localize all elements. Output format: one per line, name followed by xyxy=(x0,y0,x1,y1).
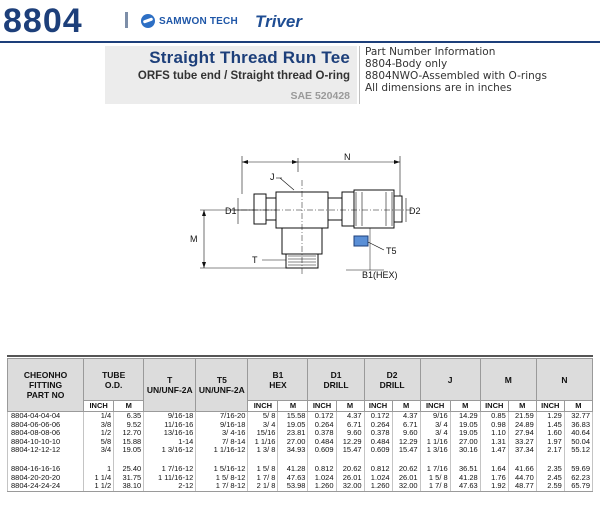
sub-header-mm: M xyxy=(508,401,536,412)
table-cell: 1 xyxy=(84,465,114,474)
table-cell: 2.35 xyxy=(536,465,564,474)
table-cell: 3/4 xyxy=(84,446,114,455)
table-cell: 0.484 xyxy=(364,438,392,447)
page-header xyxy=(0,0,600,40)
table-cell: 15.47 xyxy=(336,446,364,455)
table-cell: 9/16-18 xyxy=(196,421,248,430)
table-spacer-cell xyxy=(8,455,84,465)
table-cell: 1 5/ 8-12 xyxy=(196,474,248,483)
table-cell: 2.17 xyxy=(536,446,564,455)
table-cell: 27.94 xyxy=(508,429,536,438)
table-cell: 3/8 xyxy=(84,421,114,430)
table-cell: 2.59 xyxy=(536,482,564,491)
table-cell: 6.35 xyxy=(114,412,144,421)
part-number-cell: 8804-08-08-06 xyxy=(8,429,84,438)
header-line: J xyxy=(447,374,453,385)
table-cell: 4.37 xyxy=(336,412,364,421)
table-cell: 40.64 xyxy=(564,429,592,438)
table-cell: 1.260 xyxy=(308,482,336,491)
table-row xyxy=(8,412,593,421)
table-cell: 1 7/ 8-12 xyxy=(196,482,248,491)
table-cell: 41.66 xyxy=(508,465,536,474)
technical-drawing xyxy=(170,150,430,280)
info-line: Part Number Information xyxy=(365,46,496,58)
table-cell: 15/16 xyxy=(248,429,278,438)
table-spacer-cell xyxy=(144,455,196,465)
table-cell: 1 3/ 8 xyxy=(248,446,278,455)
header-line: DRILL xyxy=(379,379,405,390)
col-header-j xyxy=(420,359,480,401)
table-row xyxy=(8,421,593,430)
table-row xyxy=(8,474,593,483)
header-line: DRILL xyxy=(323,379,349,390)
table-top-rule xyxy=(7,355,593,357)
table-cell: 1 7/ 8 xyxy=(420,482,450,491)
table-cell: 62.23 xyxy=(564,474,592,483)
table-cell: 1.47 xyxy=(480,446,508,455)
table-spacer-row xyxy=(8,455,593,465)
table-cell: 20.62 xyxy=(392,465,420,474)
header-line: FITTING xyxy=(29,380,63,390)
table-cell: 26.01 xyxy=(392,474,420,483)
sub-header-inch: INCH xyxy=(364,401,392,412)
table-cell: 0.609 xyxy=(308,446,336,455)
col-header-n xyxy=(536,359,592,401)
product-logo: Triver xyxy=(255,12,302,31)
table-row xyxy=(8,438,593,447)
header-line: UN/UNF-2A xyxy=(198,385,245,395)
col-header-d1 xyxy=(308,359,364,401)
table-cell: 23.81 xyxy=(278,429,308,438)
header-line: N xyxy=(561,374,568,385)
table-cell: 9.60 xyxy=(392,429,420,438)
table-spacer-cell xyxy=(508,455,536,465)
table-cell: 0.609 xyxy=(364,446,392,455)
table-cell: 15.58 xyxy=(278,412,308,421)
table-cell: 1.260 xyxy=(364,482,392,491)
table-cell: 25.40 xyxy=(114,465,144,474)
table-cell: 33.27 xyxy=(508,438,536,447)
table-cell: 27.00 xyxy=(450,438,480,447)
table-cell: 0.172 xyxy=(308,412,336,421)
table-spacer-cell xyxy=(420,455,450,465)
table-cell: 6.71 xyxy=(392,421,420,430)
table-cell: 1 1/16 xyxy=(248,438,278,447)
table-cell: 3/ 4 xyxy=(420,421,450,430)
table-cell: 1 1/2 xyxy=(84,482,114,491)
label-j: J xyxy=(270,172,275,182)
header-line: HEX xyxy=(269,379,287,390)
table-cell: 32.00 xyxy=(392,482,420,491)
table-cell: 1 3/16-12 xyxy=(144,446,196,455)
table-cell: 1.10 xyxy=(480,429,508,438)
table-cell: 1.024 xyxy=(364,474,392,483)
sub-header-mm: M xyxy=(336,401,364,412)
header-line: TUBE xyxy=(102,369,126,380)
table-cell: 0.484 xyxy=(308,438,336,447)
table-cell: 1.76 xyxy=(480,474,508,483)
table-cell: 31.75 xyxy=(114,474,144,483)
table-spacer-cell xyxy=(480,455,508,465)
table-cell: 1 5/ 8 xyxy=(420,474,450,483)
table-cell: 2.45 xyxy=(536,474,564,483)
table-cell: 1 1/16 xyxy=(420,438,450,447)
table-cell: 26.01 xyxy=(336,474,364,483)
table-cell: 65.79 xyxy=(564,482,592,491)
header-divider xyxy=(125,12,128,28)
label-t5: T5 xyxy=(386,246,397,256)
table-cell: 1 5/ 8 xyxy=(248,465,278,474)
table-spacer-cell xyxy=(196,455,248,465)
table-cell: 5/ 8 xyxy=(248,412,278,421)
table-cell: 1 5/16-12 xyxy=(196,465,248,474)
table-cell: 44.70 xyxy=(508,474,536,483)
table-cell: 20.62 xyxy=(336,465,364,474)
sub-header-inch: INCH xyxy=(308,401,336,412)
label-t: T xyxy=(252,255,258,265)
table-row xyxy=(8,482,593,491)
table-cell: 0.98 xyxy=(480,421,508,430)
part-number-info xyxy=(365,46,597,94)
header-line: CHEONHO xyxy=(23,370,68,380)
label-n: N xyxy=(344,152,351,162)
header-line: T5 xyxy=(216,375,227,385)
table-cell: 13/16-16 xyxy=(144,429,196,438)
table-cell: 0.812 xyxy=(364,465,392,474)
table-cell: 1.45 xyxy=(536,421,564,430)
table-cell: 9/16 xyxy=(420,412,450,421)
table-spacer-cell xyxy=(248,455,278,465)
table-cell: 1.92 xyxy=(480,482,508,491)
table-cell: 1 1/4 xyxy=(84,474,114,483)
product-subtitle: ORFS tube end / Straight thread O-ring xyxy=(137,70,350,82)
table-cell: 32.00 xyxy=(336,482,364,491)
table-cell: 47.63 xyxy=(450,482,480,491)
sub-header-mm: M xyxy=(114,401,144,412)
brand-name: SAMWON TECH xyxy=(159,15,238,27)
table-spacer-cell xyxy=(392,455,420,465)
table-cell: 0.85 xyxy=(480,412,508,421)
sub-header-inch: INCH xyxy=(248,401,278,412)
table-cell: 0.812 xyxy=(308,465,336,474)
table-cell: 36.51 xyxy=(450,465,480,474)
table-cell: 0.378 xyxy=(308,429,336,438)
table-cell: 7/16-20 xyxy=(196,412,248,421)
product-title: Straight Thread Run Tee xyxy=(149,48,350,67)
col-header-t5 xyxy=(196,359,248,412)
table-spacer-cell xyxy=(564,455,592,465)
sub-header-mm: M xyxy=(278,401,308,412)
table-cell: 6.71 xyxy=(336,421,364,430)
table-cell: 12.29 xyxy=(392,438,420,447)
table-cell: 1/2 xyxy=(84,429,114,438)
part-number-cell: 8804-10-10-10 xyxy=(8,438,84,447)
table-cell: 24.89 xyxy=(508,421,536,430)
table-cell: 41.28 xyxy=(278,465,308,474)
brand-mark-icon xyxy=(141,14,155,28)
part-number-cell: 8804-06-06-06 xyxy=(8,421,84,430)
col-header-tube xyxy=(84,359,144,401)
table-cell: 59.69 xyxy=(564,465,592,474)
part-number-cell: 8804-16-16-16 xyxy=(8,465,84,474)
table-cell: 12.70 xyxy=(114,429,144,438)
table-cell: 1.024 xyxy=(308,474,336,483)
header-line: B1 xyxy=(272,369,284,380)
table-cell: 34.93 xyxy=(278,446,308,455)
sub-header-mm: M xyxy=(564,401,592,412)
sub-header-mm: M xyxy=(450,401,480,412)
table-cell: 50.04 xyxy=(564,438,592,447)
table-cell: 55.12 xyxy=(564,446,592,455)
part-number-cell: 8804-12-12-12 xyxy=(8,446,84,455)
table-cell: 14.29 xyxy=(450,412,480,421)
part-number-heading: 8804 xyxy=(3,2,83,40)
table-cell: 21.59 xyxy=(508,412,536,421)
info-line: 8804-Body only xyxy=(365,58,448,70)
header-line: M xyxy=(504,374,512,385)
table-cell: 27.00 xyxy=(278,438,308,447)
col-header-m xyxy=(480,359,536,401)
table-cell: 9.60 xyxy=(336,429,364,438)
table-cell: 1.97 xyxy=(536,438,564,447)
table-spacer-cell xyxy=(536,455,564,465)
sub-header-inch: INCH xyxy=(84,401,114,412)
table-cell: 1.60 xyxy=(536,429,564,438)
table-cell: 7/ 8-14 xyxy=(196,438,248,447)
header-line: O.D. xyxy=(104,379,123,390)
table-cell: 1/4 xyxy=(84,412,114,421)
table-cell: 3/ 4 xyxy=(420,429,450,438)
label-b1: B1(HEX) xyxy=(362,270,398,280)
sub-header-inch: INCH xyxy=(536,401,564,412)
table-cell: 3/ 4 xyxy=(248,421,278,430)
table-cell: 48.77 xyxy=(508,482,536,491)
table-cell: 36.83 xyxy=(564,421,592,430)
table-cell: 1 7/16-12 xyxy=(144,465,196,474)
table-cell: 1 1/16-12 xyxy=(196,446,248,455)
header-line: D2 xyxy=(386,369,398,380)
table-cell: 19.05 xyxy=(278,421,308,430)
brand-logo xyxy=(141,14,238,28)
col-header-b1 xyxy=(248,359,308,401)
table-cell: 47.63 xyxy=(278,474,308,483)
table-cell: 15.88 xyxy=(114,438,144,447)
table-spacer-cell xyxy=(114,455,144,465)
table-cell: 1 3/16 xyxy=(420,446,450,455)
table-cell: 11/16-16 xyxy=(144,421,196,430)
table-row xyxy=(8,429,593,438)
standard-number: SAE 520428 xyxy=(290,90,350,102)
table-cell: 41.28 xyxy=(450,474,480,483)
dimension-table-wrap xyxy=(7,358,593,492)
header-line: UN/UNF-2A xyxy=(146,385,193,395)
table-cell: 4.37 xyxy=(392,412,420,421)
table-cell: 32.77 xyxy=(564,412,592,421)
table-cell: 2 1/ 8 xyxy=(248,482,278,491)
table-cell: 12.29 xyxy=(336,438,364,447)
col-header-part xyxy=(8,359,84,412)
table-cell: 2-12 xyxy=(144,482,196,491)
header-line: T xyxy=(167,375,173,385)
sub-header-inch: INCH xyxy=(420,401,450,412)
table-cell: 3/ 4-16 xyxy=(196,429,248,438)
table-spacer-cell xyxy=(84,455,114,465)
part-number-cell: 8804-20-20-20 xyxy=(8,474,84,483)
table-cell: 37.34 xyxy=(508,446,536,455)
table-cell: 5/8 xyxy=(84,438,114,447)
table-cell: 0.264 xyxy=(364,421,392,430)
col-header-t xyxy=(144,359,196,412)
header-line: PART NO xyxy=(26,390,65,400)
table-cell: 1 7/ 8 xyxy=(248,474,278,483)
table-cell: 1 11/16-12 xyxy=(144,474,196,483)
table-row xyxy=(8,446,593,455)
table-cell: 1.29 xyxy=(536,412,564,421)
table-cell: 19.05 xyxy=(114,446,144,455)
table-cell: 53.98 xyxy=(278,482,308,491)
part-number-cell: 8804-04-04-04 xyxy=(8,412,84,421)
table-cell: 1 7/16 xyxy=(420,465,450,474)
table-cell: 1-14 xyxy=(144,438,196,447)
table-spacer-cell xyxy=(308,455,336,465)
table-cell: 0.264 xyxy=(308,421,336,430)
info-line: 8804NWO-Assembled with O-rings xyxy=(365,70,547,82)
table-spacer-cell xyxy=(364,455,392,465)
table-cell: 1.64 xyxy=(480,465,508,474)
label-m: M xyxy=(190,234,198,244)
label-d1: D1 xyxy=(225,206,237,216)
table-row xyxy=(8,465,593,474)
header-rule xyxy=(0,41,600,43)
title-divider xyxy=(359,46,360,104)
table-body xyxy=(8,412,593,492)
table-cell: 9.52 xyxy=(114,421,144,430)
part-number-cell: 8804-24-24-24 xyxy=(8,482,84,491)
sub-header-mm: M xyxy=(392,401,420,412)
table-cell: 1.31 xyxy=(480,438,508,447)
label-d2: D2 xyxy=(409,206,421,216)
table-cell: 15.47 xyxy=(392,446,420,455)
table-cell: 0.378 xyxy=(364,429,392,438)
sub-header-inch: INCH xyxy=(480,401,508,412)
dimension-table xyxy=(7,358,593,492)
table-spacer-cell xyxy=(336,455,364,465)
table-cell: 38.10 xyxy=(114,482,144,491)
table-cell: 19.05 xyxy=(450,429,480,438)
table-cell: 30.16 xyxy=(450,446,480,455)
table-cell: 0.172 xyxy=(364,412,392,421)
table-spacer-cell xyxy=(450,455,480,465)
info-line: All dimensions are in inches xyxy=(365,82,512,94)
table-cell: 19.05 xyxy=(450,421,480,430)
header-line: D1 xyxy=(330,369,342,380)
table-cell: 9/16-18 xyxy=(144,412,196,421)
table-spacer-cell xyxy=(278,455,308,465)
col-header-d2 xyxy=(364,359,420,401)
